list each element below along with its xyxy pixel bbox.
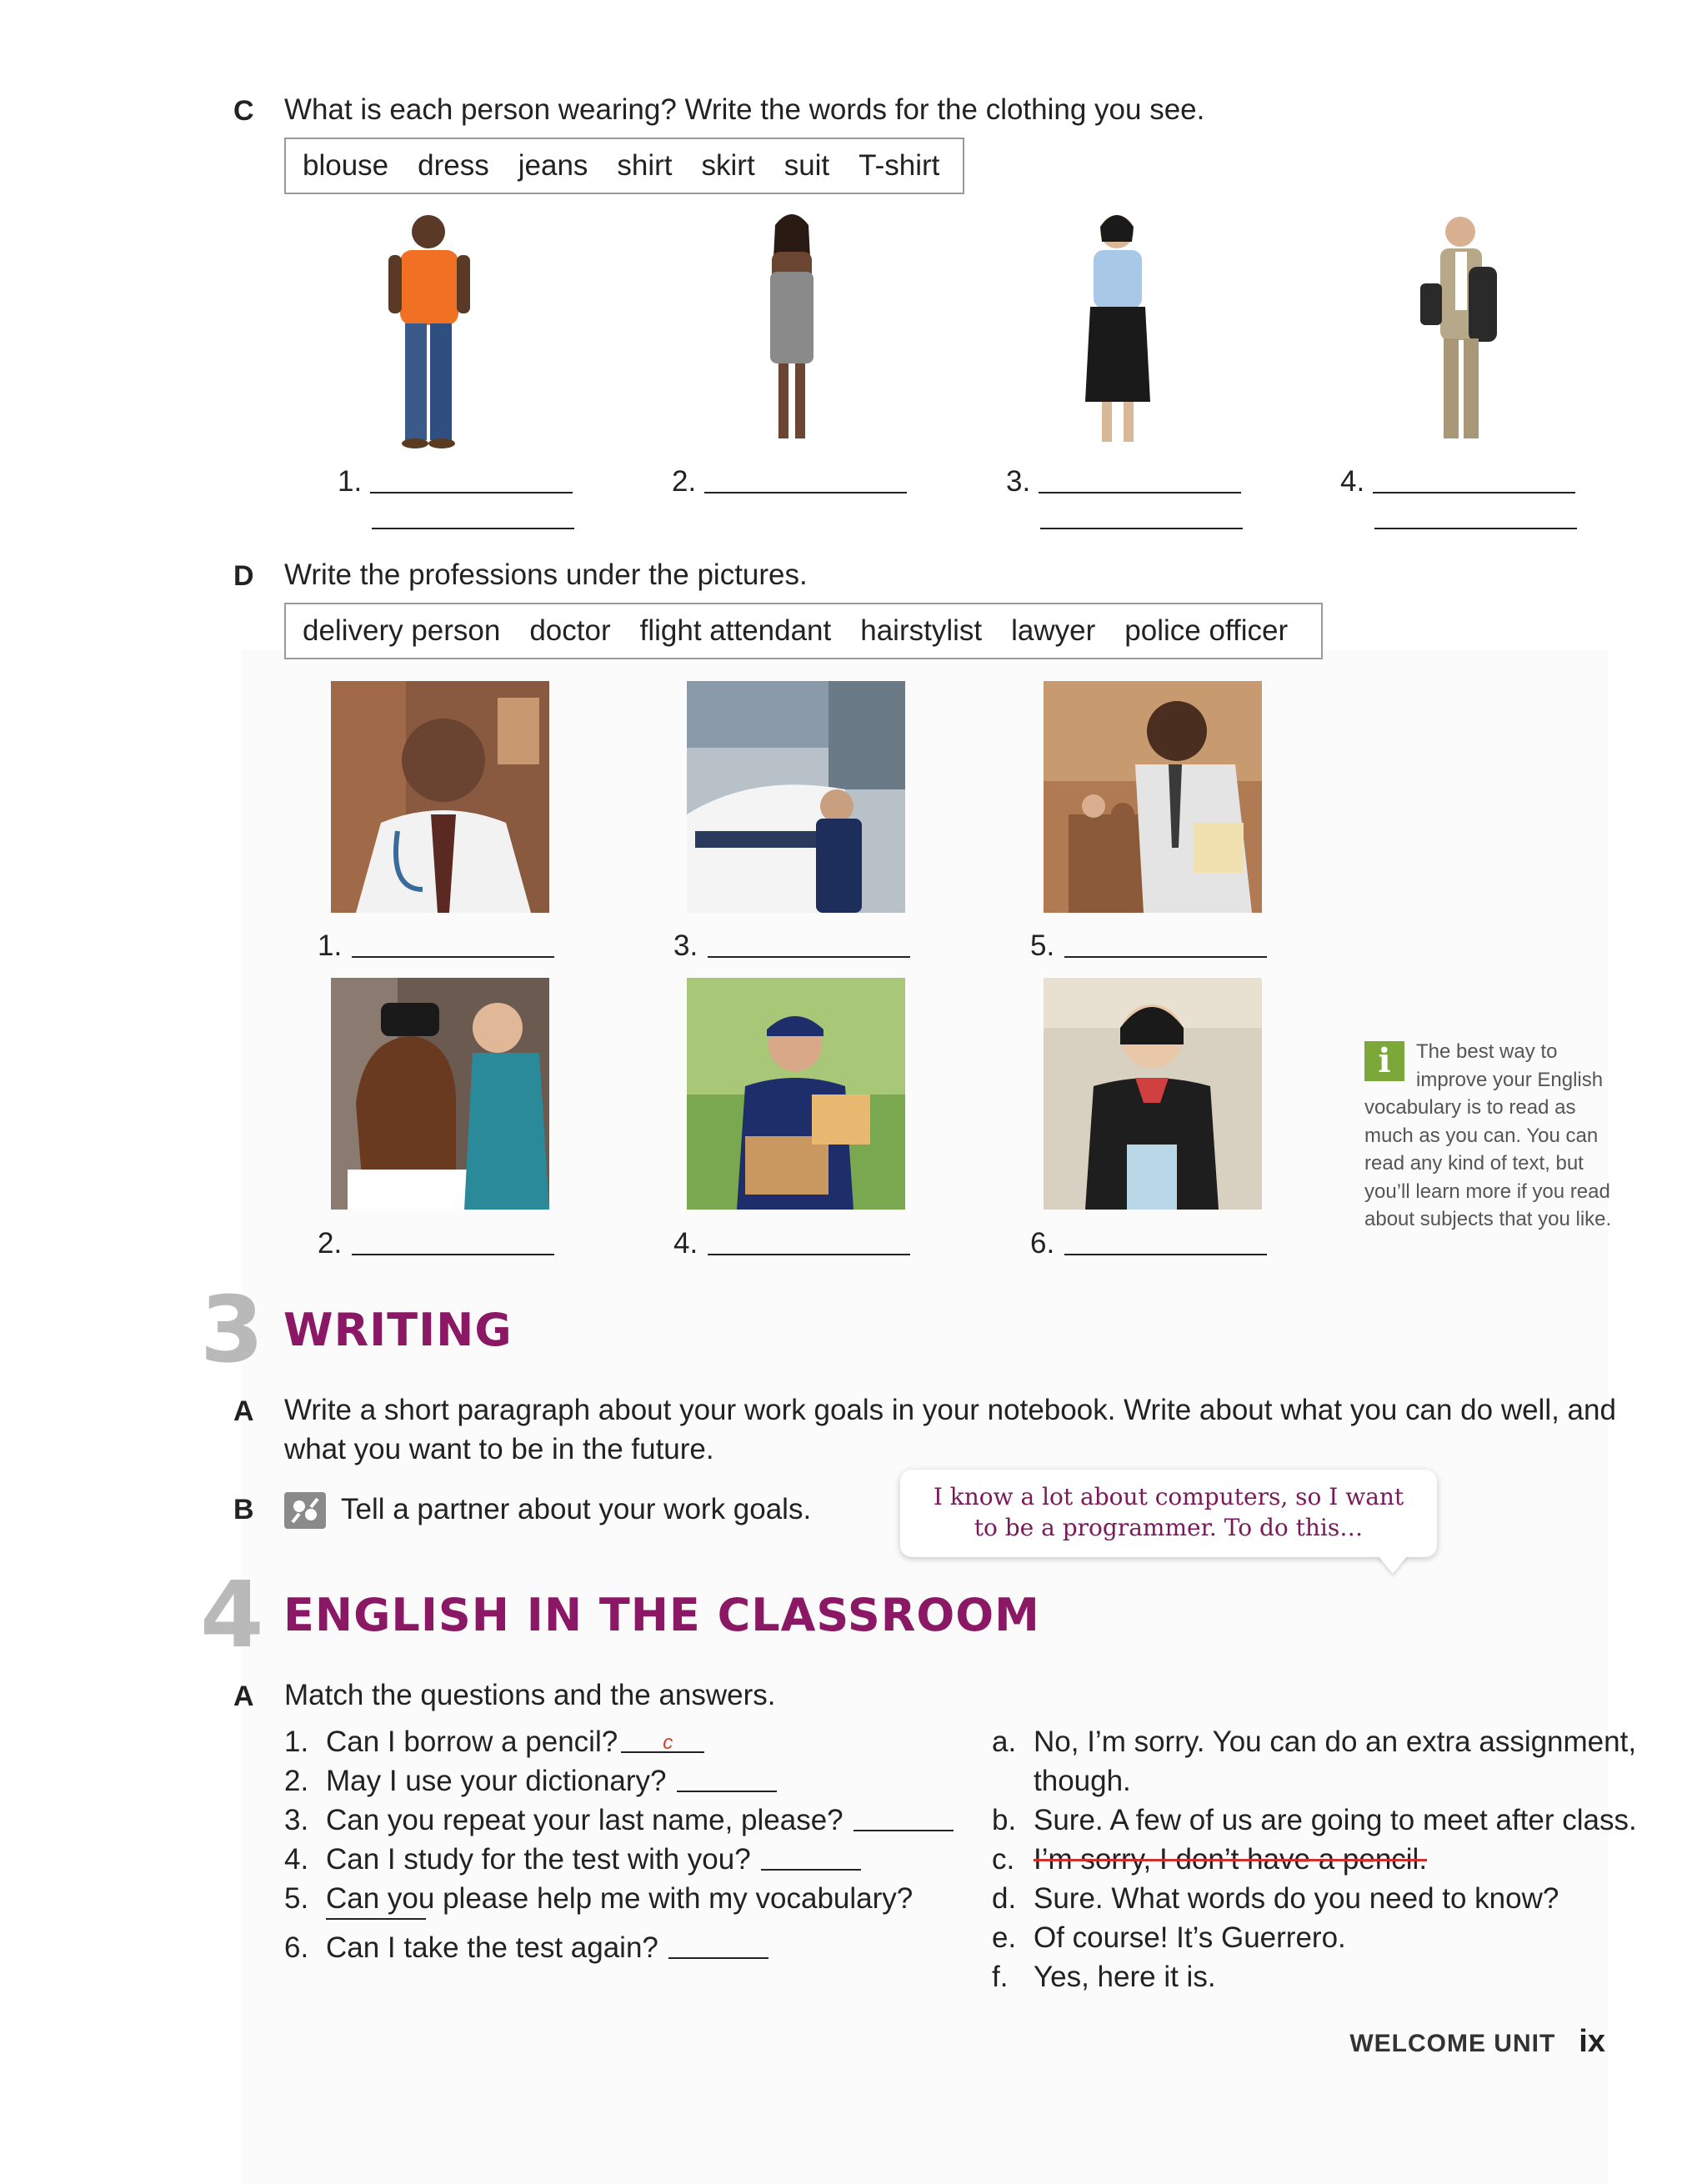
answer-line[interactable]: [1373, 492, 1575, 493]
person-photo-4: [1409, 208, 1517, 450]
exercise-d-word-box: [284, 603, 1323, 659]
answer-item: c. I’m sorry, I don’t have a pencil.: [992, 1840, 1637, 1879]
classroom-a-letter: A: [233, 1681, 254, 1712]
question-item: 3. Can you repeat your last name, please?: [284, 1801, 954, 1840]
answer-line[interactable]: [370, 492, 573, 493]
answer-item: f. Yes, here it is.: [992, 1961, 1216, 1993]
word-box-item: dress: [418, 149, 489, 182]
classroom-a-instruction: Match the questions and the answers.: [284, 1679, 776, 1711]
word-box-item: flight attendant: [639, 614, 832, 647]
answer-line[interactable]: [1064, 956, 1267, 958]
page-number: ix: [1579, 2024, 1605, 2059]
item-number: 6.: [1030, 1227, 1055, 1260]
word-box-item: shirt: [617, 149, 673, 182]
info-icon: i: [1364, 1041, 1404, 1081]
exercise-c-word-box: [284, 138, 964, 194]
pair-work-icon: [284, 1492, 326, 1529]
word-box-item: lawyer: [1011, 614, 1096, 647]
section-4-title: ENGLISH IN THE CLASSROOM: [283, 1589, 1040, 1641]
word-box-item: T-shirt: [859, 149, 940, 182]
speech-bubble: [900, 1470, 1437, 1557]
item-number: 4.: [1340, 465, 1365, 498]
speech-bubble-line: to be a programmer. To do this…: [974, 1514, 1364, 1541]
answer-line[interactable]: [854, 1830, 954, 1831]
question-item-continued: [284, 1918, 954, 1928]
person-photo-3: [1057, 208, 1182, 450]
exercise-d-item-2: [318, 1227, 554, 1260]
vocabulary-tip: [1364, 1038, 1619, 1234]
exercise-d-item-5: [1030, 929, 1267, 963]
answer-line[interactable]: [326, 1918, 426, 1920]
exercise-d-item-4: [673, 1227, 910, 1260]
exercise-d-item-3: [673, 929, 910, 963]
question-item: 4. Can I study for the test with you?: [284, 1840, 954, 1879]
exercise-c-item-2: [672, 465, 907, 498]
lawyer-photo: [1044, 681, 1262, 913]
exercise-c-instruction: What is each person wearing? Write the words for the clothing you see.: [284, 93, 1205, 126]
section-4-number: 4: [200, 1561, 261, 1668]
hairstylist-photo: [331, 978, 549, 1210]
question-list: [284, 1722, 954, 1967]
answer-item: b. Sure. A few of us are going to meet after class.: [992, 1804, 1637, 1836]
delivery-person-photo: [687, 978, 905, 1210]
answer-line[interactable]: [621, 1731, 704, 1754]
writing-a-text: Write a short paragraph about your work goals in your notebook. Write about what you can do well, and what you want to be in the future.: [284, 1394, 1616, 1465]
item-number: 2.: [672, 465, 697, 498]
word-box-item: blouse: [303, 149, 389, 182]
police-officer-photo: [687, 681, 905, 913]
word-box-item: jeans: [518, 149, 588, 182]
item-number: 4.: [673, 1227, 698, 1260]
writing-b-text: Tell a partner about your work goals.: [341, 1493, 812, 1525]
doctor-photo: [331, 681, 549, 913]
answer-line[interactable]: [708, 1254, 910, 1255]
word-box-item: police officer: [1124, 614, 1289, 647]
answer-line[interactable]: [668, 1957, 768, 1959]
question-item: 6. Can I take the test again?: [284, 1928, 954, 1967]
answer-line[interactable]: [708, 956, 910, 958]
answer-item: a. No, I’m sorry. You can do an extra assignment,: [992, 1726, 1637, 1758]
tip-text: The best way to improve your English vocabulary is to read as much as you can. You can read any kind of text, but you’ll learn more if you read about subjects that you like.: [1364, 1040, 1612, 1230]
exercise-c-letter: C: [233, 95, 254, 127]
answer-line[interactable]: [1039, 492, 1241, 493]
flight-attendant-photo: [1044, 978, 1262, 1210]
writing-b-letter: B: [233, 1494, 254, 1525]
person-photo-2: [733, 208, 850, 450]
word-box-item: delivery person: [303, 614, 501, 647]
item-number: 1.: [338, 465, 363, 498]
exercise-c-item-3: [1006, 465, 1241, 498]
section-3-number: 3: [200, 1276, 261, 1383]
exercise-d-item-1: [318, 929, 554, 963]
exercise-d-item-6: [1030, 1227, 1267, 1260]
answer-line[interactable]: [1040, 528, 1243, 529]
exercise-d-instruction: Write the professions under the pictures.: [284, 559, 808, 591]
exercise-c-item-1: [338, 465, 573, 498]
speech-bubble-tail: [1378, 1555, 1408, 1574]
answer-line[interactable]: [1064, 1254, 1267, 1255]
writing-a-letter: A: [233, 1395, 254, 1427]
item-number: 2.: [318, 1227, 343, 1260]
crossed-out-answer: I’m sorry, I don’t have a pencil.: [1034, 1843, 1428, 1876]
page-footer: [1349, 2024, 1605, 2060]
person-photo-1: [375, 208, 525, 450]
answer-list: [992, 1722, 1637, 1996]
answer-line[interactable]: [352, 956, 554, 958]
word-box-item: hairstylist: [860, 614, 983, 647]
handwritten-answer: c: [663, 1731, 673, 1754]
unit-label: WELCOME UNIT: [1349, 2030, 1556, 2057]
answer-line[interactable]: [1374, 528, 1577, 529]
section-3-title: WRITING: [283, 1304, 513, 1356]
item-number: 3.: [673, 929, 698, 962]
answer-item: e. Of course! It’s Guerrero.: [992, 1921, 1346, 1954]
item-number: 1.: [318, 929, 343, 962]
answer-line[interactable]: [372, 528, 574, 529]
question-item: 5. Can you please help me with my vocabulary?: [284, 1882, 914, 1915]
exercise-c-item-4: [1340, 465, 1575, 498]
answer-line[interactable]: [704, 492, 907, 493]
question-item: 2. May I use your dictionary?: [284, 1761, 954, 1801]
word-box-item: doctor: [529, 614, 611, 647]
word-box-item: skirt: [701, 149, 755, 182]
question-item: 1. Can I borrow a pencil? c: [284, 1722, 954, 1761]
answer-item: d. Sure. What words do you need to know?: [992, 1882, 1559, 1915]
exercise-d-letter: D: [233, 560, 254, 592]
answer-line[interactable]: [677, 1791, 777, 1792]
item-number: 3.: [1006, 465, 1031, 498]
answer-line[interactable]: [352, 1254, 554, 1255]
speech-bubble-line: I know a lot about computers, so I want: [933, 1483, 1404, 1510]
item-number: 5.: [1030, 929, 1055, 962]
answer-item-continued: though.: [1034, 1765, 1131, 1797]
word-box-item: suit: [783, 149, 830, 182]
answer-line[interactable]: [761, 1869, 861, 1871]
